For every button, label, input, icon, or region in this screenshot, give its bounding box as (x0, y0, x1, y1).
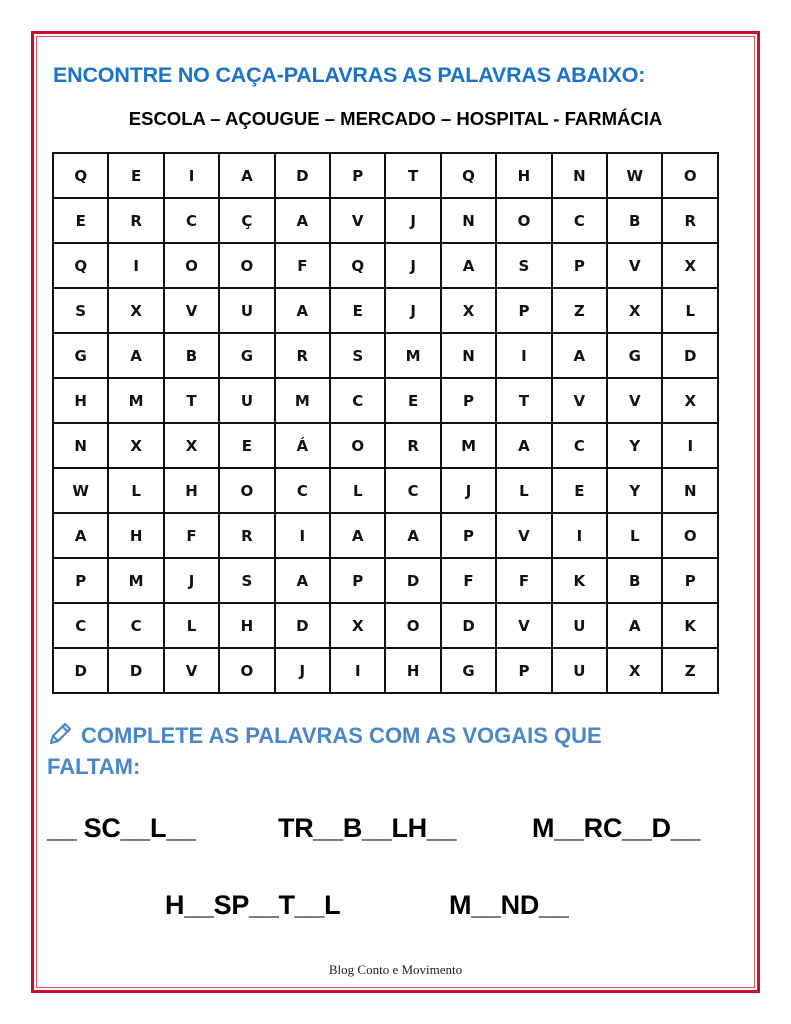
grid-cell: N (53, 423, 108, 468)
grid-cell: G (607, 333, 662, 378)
pencil-icon (47, 721, 73, 747)
grid-cell: J (164, 558, 219, 603)
grid-cell: T (496, 378, 551, 423)
grid-cell: V (496, 603, 551, 648)
grid-cell: V (164, 648, 219, 693)
grid-cell: J (441, 468, 496, 513)
grid-cell: P (496, 648, 551, 693)
fill-word: H__SP__T__L (165, 890, 341, 920)
grid-cell: D (53, 648, 108, 693)
grid-row (53, 513, 718, 558)
grid-cell: M (441, 423, 496, 468)
grid-cell: X (441, 288, 496, 333)
grid-cell: X (108, 423, 163, 468)
grid-cell: R (275, 333, 330, 378)
grid-cell: O (219, 243, 274, 288)
grid-cell: A (552, 333, 607, 378)
grid-cell: P (496, 288, 551, 333)
grid-cell: D (441, 603, 496, 648)
fill-word: M__ND__ (449, 890, 569, 920)
grid-cell: Q (53, 153, 108, 198)
grid-cell: K (552, 558, 607, 603)
grid-cell: A (275, 198, 330, 243)
grid-cell: N (552, 153, 607, 198)
grid-cell: B (607, 198, 662, 243)
grid-cell: Ç (219, 198, 274, 243)
grid-cell: I (552, 513, 607, 558)
grid-cell: C (108, 603, 163, 648)
grid-cell: O (385, 603, 440, 648)
grid-cell: J (385, 198, 440, 243)
grid-cell: U (552, 603, 607, 648)
grid-cell: Q (53, 243, 108, 288)
grid-cell: H (164, 468, 219, 513)
grid-cell: I (330, 648, 385, 693)
grid-cell: N (441, 333, 496, 378)
grid-cell: U (219, 288, 274, 333)
grid-row (53, 243, 718, 288)
grid-row (53, 648, 718, 693)
grid-cell: G (441, 648, 496, 693)
grid-cell: Z (662, 648, 718, 693)
footer-credit: Blog Conto e Movimento (328, 962, 463, 977)
grid-cell: I (662, 423, 718, 468)
grid-cell: A (275, 288, 330, 333)
grid-cell: V (164, 288, 219, 333)
grid-cell: I (496, 333, 551, 378)
grid-cell: P (441, 378, 496, 423)
grid-cell: E (330, 288, 385, 333)
grid-cell: L (496, 468, 551, 513)
grid-cell: P (53, 558, 108, 603)
grid-cell: M (385, 333, 440, 378)
grid-cell: T (385, 153, 440, 198)
grid-cell: X (662, 378, 718, 423)
grid-cell: X (330, 603, 385, 648)
grid-cell: Á (275, 423, 330, 468)
grid-cell: F (164, 513, 219, 558)
grid-cell: A (219, 153, 274, 198)
grid-cell: O (496, 198, 551, 243)
grid-cell: Z (552, 288, 607, 333)
grid-cell: P (552, 243, 607, 288)
grid-cell: C (164, 198, 219, 243)
grid-cell: W (607, 153, 662, 198)
grid-cell: K (662, 603, 718, 648)
grid-cell: I (108, 243, 163, 288)
grid-cell: R (385, 423, 440, 468)
grid-cell: D (108, 648, 163, 693)
grid-row (53, 468, 718, 513)
grid-cell: I (164, 153, 219, 198)
grid-cell: P (662, 558, 718, 603)
grid-cell: R (219, 513, 274, 558)
grid-cell: N (662, 468, 718, 513)
grid-cell: X (108, 288, 163, 333)
grid-cell: E (385, 378, 440, 423)
grid-cell: F (275, 243, 330, 288)
grid-cell: C (330, 378, 385, 423)
grid-row (53, 333, 718, 378)
grid-cell: Q (441, 153, 496, 198)
grid-cell: D (275, 603, 330, 648)
word-list: ESCOLA – AÇOUGUE – MERCADO – HOSPITAL - FARMÁCIA (128, 108, 663, 129)
grid-cell: C (552, 423, 607, 468)
grid-row (53, 603, 718, 648)
grid-cell: B (164, 333, 219, 378)
grid-cell: X (607, 288, 662, 333)
grid-cell: P (330, 558, 385, 603)
grid-cell: E (108, 153, 163, 198)
grid-cell: X (164, 423, 219, 468)
grid-cell: C (552, 198, 607, 243)
grid-cell: B (607, 558, 662, 603)
fill-word: __ SC__L__ (47, 813, 196, 843)
grid-row (53, 378, 718, 423)
fill-word: M__RC__D__ (532, 813, 701, 843)
grid-cell: I (275, 513, 330, 558)
grid-cell: H (385, 648, 440, 693)
grid-cell: O (219, 468, 274, 513)
grid-cell: J (385, 243, 440, 288)
grid-cell: Q (330, 243, 385, 288)
grid-cell: D (662, 333, 718, 378)
grid-cell: L (330, 468, 385, 513)
grid-cell: A (275, 558, 330, 603)
grid-cell: O (662, 153, 718, 198)
grid-cell: M (108, 378, 163, 423)
grid-cell: F (496, 558, 551, 603)
grid-cell: U (219, 378, 274, 423)
grid-cell: L (607, 513, 662, 558)
grid-cell: A (607, 603, 662, 648)
grid-cell: V (330, 198, 385, 243)
grid-cell: P (441, 513, 496, 558)
grid-cell: D (275, 153, 330, 198)
grid-cell: N (441, 198, 496, 243)
grid-cell: J (385, 288, 440, 333)
word-search-grid (52, 152, 719, 694)
grid-cell: S (330, 333, 385, 378)
grid-cell: W (53, 468, 108, 513)
grid-cell: R (662, 198, 718, 243)
grid-cell: U (552, 648, 607, 693)
grid-row (53, 288, 718, 333)
grid-cell: P (330, 153, 385, 198)
grid-cell: C (385, 468, 440, 513)
grid-cell: X (662, 243, 718, 288)
grid-cell: L (662, 288, 718, 333)
fill-word: TR__B__LH__ (278, 813, 457, 843)
grid-cell: J (275, 648, 330, 693)
grid-cell: L (164, 603, 219, 648)
grid-cell: O (164, 243, 219, 288)
grid-cell: H (108, 513, 163, 558)
section-complete-words (47, 720, 687, 782)
grid-cell: G (219, 333, 274, 378)
grid-cell: O (330, 423, 385, 468)
grid-cell: X (607, 648, 662, 693)
grid-cell: A (385, 513, 440, 558)
grid-cell: V (607, 243, 662, 288)
grid-cell: H (496, 153, 551, 198)
grid-cell: H (219, 603, 274, 648)
grid-cell: O (662, 513, 718, 558)
grid-cell: E (219, 423, 274, 468)
grid-cell: R (108, 198, 163, 243)
section-complete-title: COMPLETE AS PALAVRAS COM AS VOGAIS QUE FALTAM: (47, 723, 602, 779)
grid-cell: C (53, 603, 108, 648)
grid-cell: V (496, 513, 551, 558)
grid-cell: H (53, 378, 108, 423)
grid-cell: E (552, 468, 607, 513)
grid-row (53, 198, 718, 243)
grid-cell: V (552, 378, 607, 423)
grid-cell: G (53, 333, 108, 378)
grid-cell: L (108, 468, 163, 513)
grid-cell: A (108, 333, 163, 378)
grid-cell: A (330, 513, 385, 558)
page-title: ENCONTRE NO CAÇA-PALAVRAS AS PALAVRAS ABAIXO: (53, 63, 646, 87)
grid-cell: A (53, 513, 108, 558)
grid-cell: S (53, 288, 108, 333)
grid-cell: C (275, 468, 330, 513)
grid-row (53, 558, 718, 603)
grid-cell: O (219, 648, 274, 693)
grid-cell: D (385, 558, 440, 603)
grid-cell: S (219, 558, 274, 603)
grid-row (53, 423, 718, 468)
grid-cell: Y (607, 468, 662, 513)
grid-cell: M (108, 558, 163, 603)
grid-cell: Y (607, 423, 662, 468)
grid-cell: M (275, 378, 330, 423)
grid-cell: S (496, 243, 551, 288)
grid-cell: E (53, 198, 108, 243)
grid-cell: V (607, 378, 662, 423)
grid-cell: F (441, 558, 496, 603)
grid-cell: A (496, 423, 551, 468)
grid-cell: A (441, 243, 496, 288)
grid-cell: T (164, 378, 219, 423)
grid-row (53, 153, 718, 198)
